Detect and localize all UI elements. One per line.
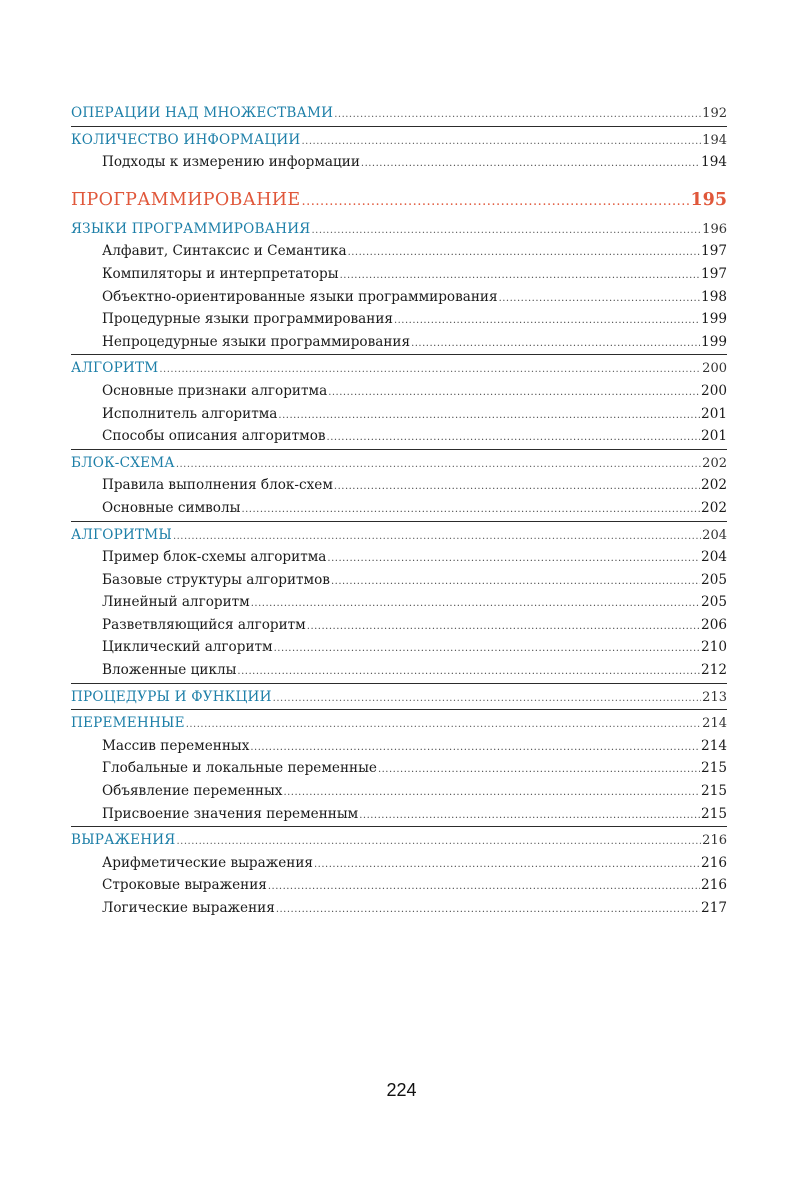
toc-subsection-page-number: 215	[701, 805, 727, 822]
toc-section-title: БЛОК-СХЕМА	[71, 454, 175, 471]
toc-section-entry[interactable]	[71, 524, 727, 547]
toc-subsection-title: Разветвляющийся алгоритм	[102, 616, 306, 633]
toc-subsection-entry[interactable]	[71, 403, 727, 426]
toc-subsection-title: Вложенные циклы	[102, 662, 237, 679]
toc-subsection-page-number: 206	[701, 616, 727, 633]
toc-subsection-title: Непроцедурные языки программирования	[102, 333, 411, 350]
toc-subsection-entry[interactable]	[71, 263, 727, 286]
toc-subsection-title: Массив переменных	[102, 737, 250, 754]
dot-leader	[328, 382, 700, 405]
toc-subsection-entry[interactable]	[71, 803, 727, 826]
table-of-contents	[71, 102, 727, 920]
toc-subsection-page-number: 200	[701, 382, 727, 399]
toc-part-entry[interactable]	[71, 187, 727, 213]
toc-subsection-page-number: 212	[701, 662, 727, 679]
toc-section-title: ЯЗЫКИ ПРОГРАММИРОВАНИЯ	[71, 220, 311, 237]
toc-subsection-title: Базовые структуры алгоритмов	[102, 571, 330, 588]
toc-subsection-title: Строковые выражения	[102, 877, 267, 894]
toc-subsection-page-number: 201	[701, 405, 727, 422]
dot-leader	[331, 571, 700, 594]
toc-subsection-page-number: 214	[701, 737, 727, 754]
toc-subsection-page-number: 205	[701, 594, 727, 611]
dot-leader	[268, 876, 700, 899]
toc-subsection-page-number: 215	[701, 783, 727, 800]
toc-section-page-number: 192	[702, 106, 727, 121]
dot-leader	[307, 616, 700, 639]
toc-section-entry[interactable]	[71, 712, 727, 735]
dot-leader	[276, 899, 700, 922]
dot-leader	[334, 104, 701, 127]
dot-leader	[334, 476, 700, 499]
toc-section-entry[interactable]	[71, 452, 727, 475]
toc-subsection-entry[interactable]	[71, 151, 727, 174]
toc-subsection-entry[interactable]	[71, 380, 727, 403]
toc-subsection-title: Объектно-ориентированные языки программирования	[102, 288, 498, 305]
toc-part-page-number: 195	[690, 189, 727, 210]
dot-leader	[499, 288, 700, 311]
toc-section-page-number: 202	[702, 455, 727, 471]
toc-subsection-page-number: 198	[701, 288, 727, 305]
toc-subsection-page-number: 202	[701, 499, 727, 516]
toc-subsection-entry[interactable]	[71, 636, 727, 659]
toc-subsection-page-number: 215	[701, 760, 727, 777]
toc-subsection-entry[interactable]	[71, 897, 727, 920]
toc-subsection-entry[interactable]	[71, 591, 727, 614]
toc-subsection-page-number: 205	[701, 571, 727, 588]
toc-subsection-entry[interactable]	[71, 474, 727, 497]
toc-section-title: ПЕРЕМЕННЫЕ	[71, 715, 185, 732]
toc-subsection-title: Алфавит, Синтаксис и Семантика	[102, 243, 347, 260]
toc-section-title: ВЫРАЖЕНИЯ	[71, 832, 176, 849]
toc-subsection-title: Присвоение значения переменным	[102, 805, 359, 822]
toc-subsection-title: Основные символы	[102, 499, 241, 516]
toc-subsection-title: Основные признаки алгоритма	[102, 382, 328, 399]
toc-subsection-page-number: 202	[701, 477, 727, 494]
toc-subsection-entry[interactable]	[71, 757, 727, 780]
dot-leader	[274, 638, 700, 661]
toc-section-page-number: 204	[702, 527, 727, 543]
toc-subsection-page-number: 204	[701, 549, 727, 566]
toc-subsection-page-number: 197	[701, 265, 727, 282]
toc-subsection-entry[interactable]	[71, 874, 727, 897]
toc-section-entry[interactable]	[71, 686, 727, 709]
dot-leader	[327, 548, 700, 571]
toc-subsection-title: Логические выражения	[102, 900, 275, 916]
toc-subsection-title: Глобальные и локальные переменные	[102, 760, 377, 777]
toc-section-page-number: 216	[702, 833, 727, 849]
toc-section-entry[interactable]	[71, 829, 727, 852]
toc-subsection-title: Арифметические выражения	[102, 854, 313, 871]
toc-subsection-title: Объявление переменных	[102, 783, 283, 800]
toc-subsection-entry[interactable]	[71, 735, 727, 758]
toc-section-title: ОПЕРАЦИИ НАД МНОЖЕСТВАМИ	[71, 105, 334, 121]
dot-leader	[327, 427, 701, 450]
toc-section-title: КОЛИЧЕСТВО ИНФОРМАЦИИ	[71, 131, 301, 148]
dot-leader	[237, 661, 700, 684]
dot-leader	[394, 310, 700, 333]
dot-leader	[411, 333, 700, 356]
toc-section-entry[interactable]	[71, 357, 727, 380]
toc-subsection-entry[interactable]	[71, 240, 727, 263]
toc-section-title: ПРОЦЕДУРЫ И ФУНКЦИИ	[71, 688, 272, 705]
toc-subsection-entry[interactable]	[71, 308, 727, 331]
toc-subsection-page-number: 217	[701, 900, 727, 916]
dot-leader	[177, 831, 702, 854]
toc-part-title: ПРОГРАММИРОВАНИЕ	[71, 189, 301, 210]
dot-leader	[173, 526, 701, 549]
dot-leader	[359, 805, 700, 828]
toc-subsection-page-number: 197	[701, 243, 727, 260]
page-number: 224	[386, 1080, 417, 1100]
dot-leader	[311, 220, 701, 243]
toc-subsection-entry[interactable]	[71, 569, 727, 592]
toc-section-page-number: 213	[702, 689, 727, 705]
toc-subsection-title: Процедурные языки программирования	[102, 311, 393, 328]
dot-leader	[273, 688, 702, 711]
dot-leader	[250, 737, 700, 760]
toc-subsection-entry[interactable]	[71, 659, 727, 682]
toc-section-entry[interactable]	[71, 129, 727, 152]
toc-subsection-entry[interactable]	[71, 425, 727, 448]
dot-leader	[301, 189, 689, 215]
toc-section-page-number: 214	[702, 716, 727, 732]
toc-subsection-entry[interactable]	[71, 286, 727, 309]
dot-leader	[186, 714, 701, 737]
dot-leader	[283, 782, 700, 805]
toc-section-entry[interactable]	[71, 102, 727, 125]
toc-subsection-title: Линейный алгоритм	[102, 594, 250, 611]
dot-leader	[159, 359, 701, 382]
toc-subsection-title: Правила выполнения блок-схем	[102, 477, 333, 494]
toc-section-title: АЛГОРИТМ	[71, 360, 159, 377]
dot-leader	[176, 454, 701, 477]
toc-subsection-title: Исполнитель алгоритма	[102, 405, 278, 422]
toc-subsection-entry[interactable]	[71, 331, 727, 354]
toc-subsection-page-number: 199	[701, 311, 727, 328]
toc-subsection-page-number: 216	[701, 877, 727, 894]
dot-leader	[301, 131, 701, 154]
dot-leader	[361, 153, 700, 176]
toc-section-page-number: 196	[702, 221, 727, 237]
dot-leader	[314, 854, 700, 877]
toc-section-page-number: 194	[702, 132, 727, 148]
toc-subsection-page-number: 210	[701, 639, 727, 656]
dot-leader	[348, 242, 700, 265]
toc-subsection-title: Пример блок-схемы алгоритма	[102, 549, 327, 566]
toc-section-title: АЛГОРИТМЫ	[71, 526, 172, 543]
toc-subsection-entry[interactable]	[71, 497, 727, 520]
dot-leader	[378, 759, 700, 782]
dot-leader	[278, 405, 700, 428]
dot-leader	[241, 499, 700, 522]
toc-subsection-title: Подходы к измерению информации	[102, 154, 360, 171]
toc-section-page-number: 200	[702, 361, 727, 377]
dot-leader	[251, 593, 700, 616]
toc-subsection-page-number: 194	[701, 154, 727, 171]
dot-leader	[340, 265, 700, 288]
toc-subsection-entry[interactable]	[71, 614, 727, 637]
toc-subsection-entry[interactable]	[71, 852, 727, 875]
toc-section-entry[interactable]	[71, 218, 727, 241]
toc-subsection-title: Циклический алгоритм	[102, 639, 273, 656]
toc-subsection-page-number: 201	[701, 428, 727, 445]
toc-subsection-page-number: 199	[701, 333, 727, 350]
toc-subsection-page-number: 216	[701, 854, 727, 871]
toc-subsection-title: Компиляторы и интерпретаторы	[102, 265, 339, 282]
toc-subsection-entry[interactable]	[71, 546, 727, 569]
toc-subsection-title: Способы описания алгоритмов	[102, 428, 326, 445]
toc-subsection-entry[interactable]	[71, 780, 727, 803]
